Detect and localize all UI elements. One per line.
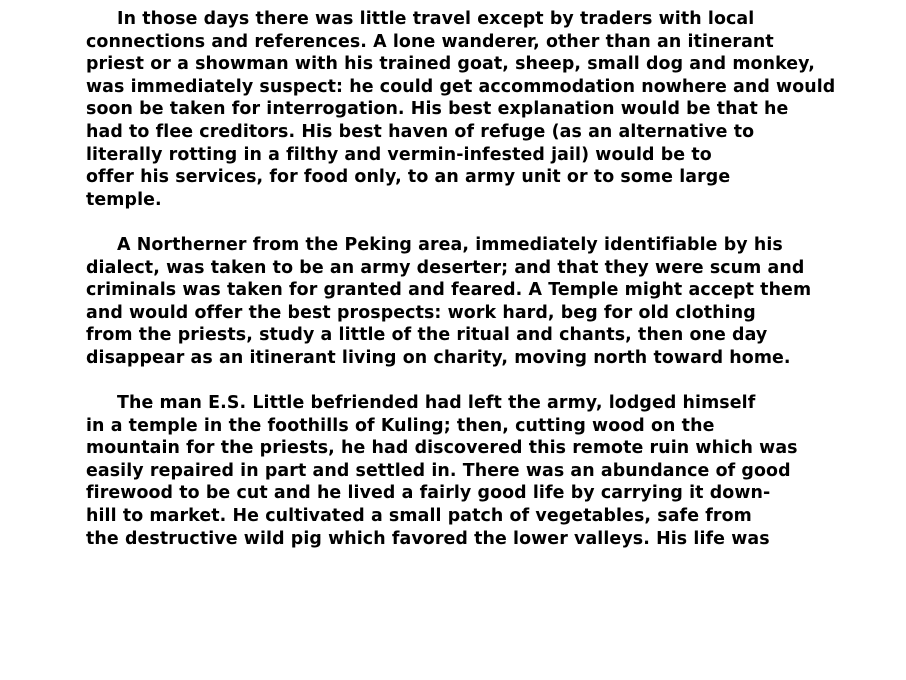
text-line: In those days there was little travel except by traders with local (117, 9, 755, 29)
text-line: mountain for the priests, he had discovered this remote ruin which was (86, 438, 798, 459)
text-line: and would offer the best prospects: work hard, beg for old clothing (86, 302, 756, 323)
text-line: soon be taken for interrogation. His best explanation would be that he (86, 99, 789, 120)
text-line: offer his services, for food only, to an army unit or to some large (86, 167, 731, 188)
text-line: disappear as an itinerant living on charity, moving north toward home. (86, 347, 791, 368)
text-line: was immediately suspect: he could get accommodation nowhere and would (86, 76, 836, 97)
text-line: had to flee creditors. His best haven of refuge (as an alternative to (86, 121, 755, 142)
text-line: connections and references. A lone wanderer, other than an itinerant (86, 31, 774, 52)
text-line: firewood to be cut and he lived a fairly good life by carrying it down- (86, 483, 771, 504)
text-line: The man E.S. Little befriended had left the army, lodged himself (117, 393, 756, 414)
text-line: hill to market. He cultivated a small patch of vegetables, safe from (86, 506, 752, 527)
text-line: A Northerner from the Peking area, immediately identifiable by his (117, 234, 783, 255)
paragraph-2 (86, 234, 886, 370)
text-line: literally rotting in a filthy and vermin-infested jail) would be to (86, 144, 712, 165)
text-line: priest or a showman with his trained goat, sheep, small dog and monkey, (86, 54, 815, 75)
text-line: from the priests, study a little of the ritual and chants, then one day (86, 325, 768, 346)
text-line: dialect, was taken to be an army deserter; and that they were scum and (86, 257, 805, 278)
paragraph-1 (86, 8, 886, 211)
paragraph-3 (86, 392, 886, 550)
text-line: in a temple in the foothills of Kuling; then, cutting wood on the (86, 415, 715, 436)
text-line: easily repaired in part and settled in. There was an abundance of good (86, 460, 791, 481)
document-page (86, 8, 886, 573)
text-line: criminals was taken for granted and feared. A Temple might accept them (86, 280, 812, 301)
text-line: the destructive wild pig which favored the lower valleys. His life was (86, 528, 770, 549)
text-line: temple. (86, 189, 162, 210)
